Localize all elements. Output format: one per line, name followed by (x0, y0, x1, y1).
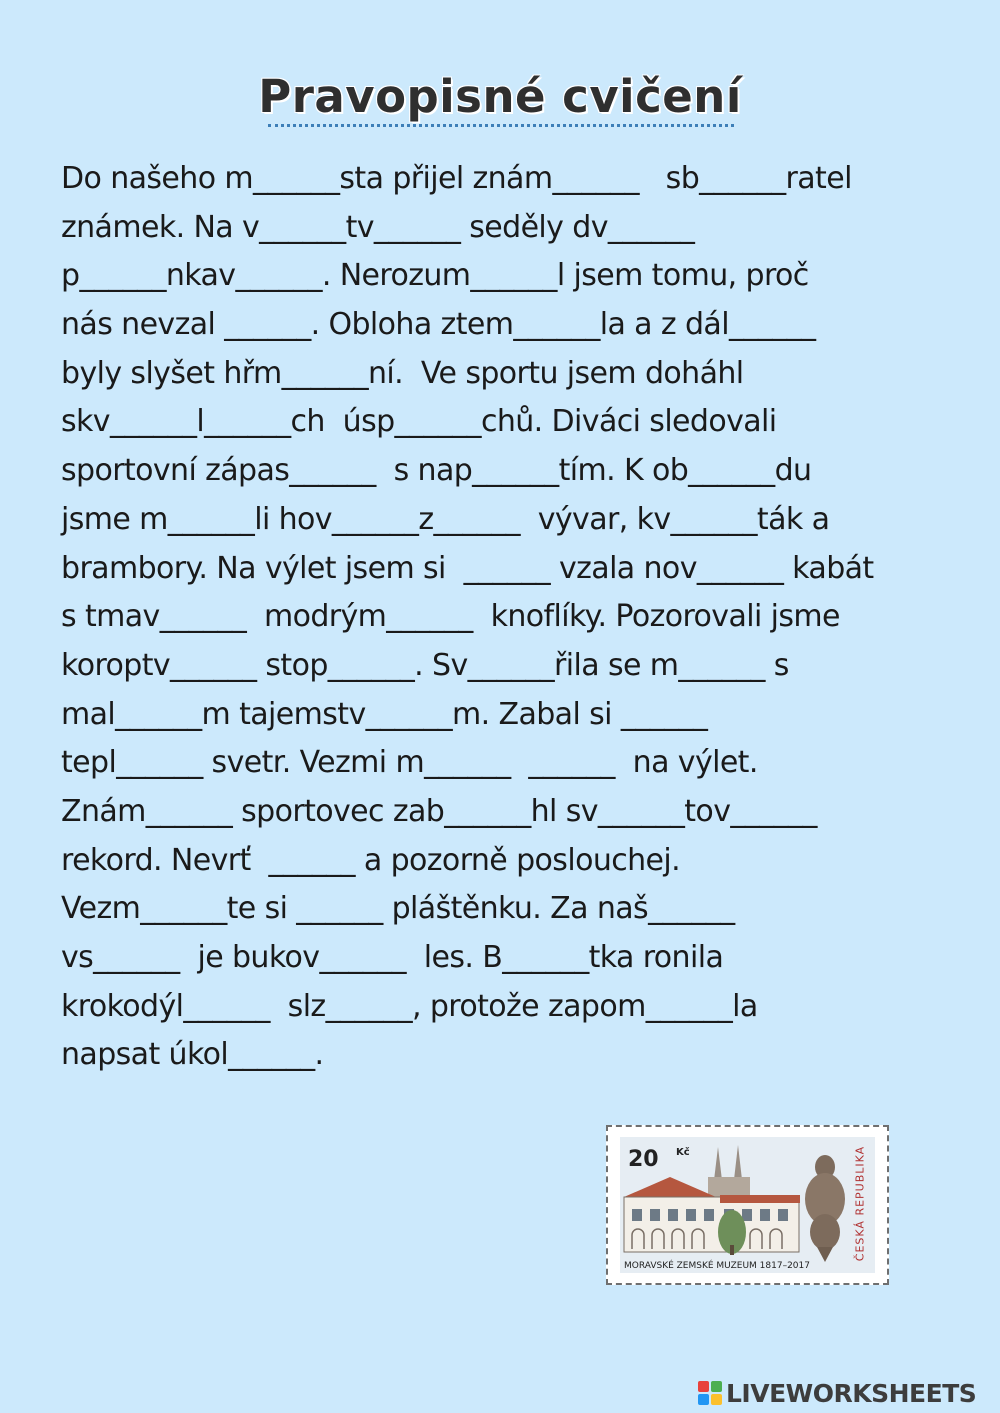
exercise-line: sportovní zápas______ s nap______tím. K ob______du (61, 453, 812, 489)
liveworksheets-logo-icon (698, 1381, 722, 1405)
exercise-line: Vezm______te si ______ pláštěnku. Za naš______ (61, 891, 735, 927)
exercise-line: skv______l______ch úsp______chů. Diváci sledovali (61, 404, 777, 440)
stamp-picture (620, 1137, 875, 1273)
stamp-currency: Kč (676, 1147, 690, 1158)
exercise-line: koroptv______ stop______. Sv______řila se m______ s (61, 647, 789, 683)
exercise-line: tepl______ svetr. Vezmi m______ ______ na výlet. (61, 745, 758, 781)
logo-square-blue (698, 1394, 709, 1405)
exercise-line: nás nevzal ______. Obloha ztem______la a z dál______ (61, 307, 816, 343)
logo-square-red (698, 1381, 709, 1392)
exercise-line: mal______m tajemstv______m. Zabal si ______ (61, 696, 708, 732)
exercise-text (61, 155, 961, 1080)
brand-name: LIVEWORKSHEETS (726, 1378, 977, 1408)
stamp-caption: MORAVSKÉ ZEMSKÉ MUZEUM 1817–2017 (624, 1261, 810, 1271)
title-underline (268, 124, 734, 127)
exercise-line: napsat úkol______. (61, 1037, 324, 1073)
postage-stamp (606, 1125, 889, 1285)
exercise-line: Do našeho m______sta přijel znám______ sb______ratel (61, 161, 852, 196)
exercise-line: rekord. Nevrť ______ a pozorně poslouchej. (61, 842, 681, 878)
exercise-line: s tmav______ modrým______ knoflíky. Pozorovali jsme (61, 599, 840, 635)
logo-square-yellow (711, 1394, 722, 1405)
exercise-line: byly slyšet hřm______ní. Ve sportu jsem doháhl (61, 355, 744, 391)
exercise-line: krokodýl______ slz______, protože zapom______la (61, 988, 758, 1024)
exercise-line: jsme m______li hov______z______ vývar, kv______ták a (61, 501, 830, 537)
exercise-line: p______nkav______. Nerozum______l jsem tomu, proč (61, 258, 809, 294)
worksheet-title: Pravopisné cvičení (258, 70, 742, 123)
stamp-value: 20 (628, 1147, 659, 1172)
exercise-line: Znám______ sportovec zab______hl sv______tov______ (61, 793, 817, 829)
exercise-line: známek. Na v______tv______ seděly dv______ (61, 209, 695, 245)
exercise-line: brambory. Na výlet jsem si ______ vzala nov______ kabát (61, 550, 874, 586)
exercise-line: vs______ je bukov______ les. B______tka ronila (61, 940, 724, 975)
stamp-country: ČESKÁ REPUBLIKA (853, 1145, 867, 1262)
logo-square-green (711, 1381, 722, 1392)
liveworksheets-brand[interactable] (698, 1378, 976, 1408)
